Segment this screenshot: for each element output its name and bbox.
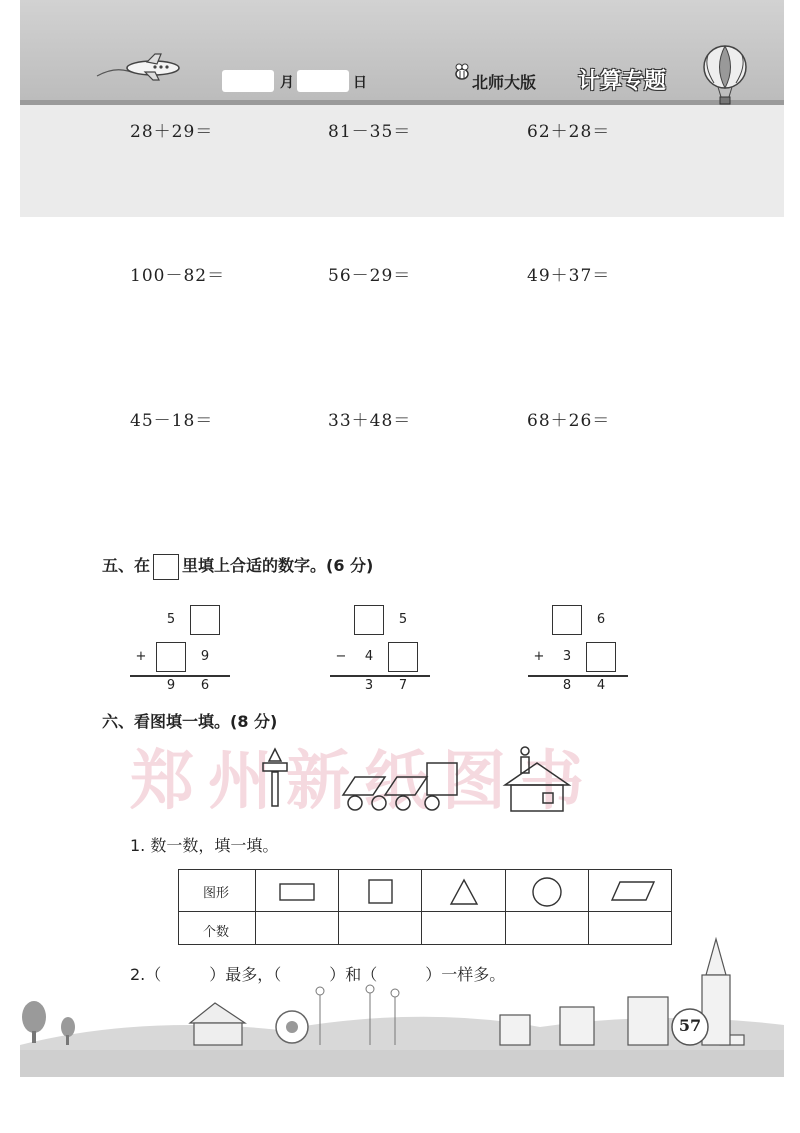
- calc-expression: 62＋28＝: [527, 122, 611, 142]
- shape-figures: [255, 745, 585, 815]
- tree-icon: [22, 1001, 46, 1043]
- digit: 9: [166, 678, 176, 693]
- row-label-count: 个数: [203, 925, 230, 940]
- digit: 4: [364, 649, 374, 664]
- calc-expression: 33＋48＝: [328, 411, 412, 431]
- shape-count-table: [178, 869, 672, 945]
- section5-title-suffix: 里填上合适的数字。(6 分): [182, 556, 374, 575]
- month-label: 月: [280, 75, 294, 91]
- operator: +: [135, 649, 147, 664]
- person-figure: [263, 749, 287, 806]
- month-input-box[interactable]: [222, 70, 274, 92]
- section5-title-prefix: 五、在: [102, 556, 151, 575]
- vertical-calc-1: [130, 605, 230, 697]
- calc-expression: 45－18＝: [130, 411, 214, 431]
- digit: 5: [166, 612, 176, 627]
- page-number: 57: [678, 1016, 702, 1035]
- day-input-box[interactable]: [297, 70, 349, 92]
- operator: +: [533, 649, 545, 664]
- day-label: 日: [353, 75, 367, 91]
- house-figure: [505, 747, 569, 811]
- digit: 7: [398, 678, 408, 693]
- digit: 8: [562, 678, 572, 693]
- hot-air-balloon-icon: [700, 45, 750, 107]
- flower-icon: [276, 1011, 308, 1043]
- watermark-text: 郑州新纸图书: [130, 745, 598, 819]
- calc-expression: 56－29＝: [328, 266, 412, 286]
- digit: 4: [596, 678, 606, 693]
- rectangle-icon: [279, 882, 317, 902]
- airplane-icon: [95, 52, 185, 84]
- digit: 5: [398, 612, 408, 627]
- section6-title: 六、看图填一填。(8 分): [102, 712, 278, 731]
- digit: 3: [364, 678, 374, 693]
- row-label-shape: 图形: [203, 886, 230, 901]
- topic-title: 计算专题: [578, 69, 667, 94]
- train-figure: [343, 763, 457, 810]
- example-blank-box: [153, 554, 179, 580]
- calc-expression: 68＋26＝: [527, 411, 611, 431]
- school-house-icon: [190, 1003, 245, 1045]
- footer-scenery: [20, 935, 784, 1050]
- square-icon: [368, 879, 394, 905]
- digit: 3: [562, 649, 572, 664]
- digit: 6: [200, 678, 210, 693]
- calc-expression: 28＋29＝: [130, 122, 214, 142]
- vertical-calc-3: [528, 605, 628, 697]
- answer-box[interactable]: [586, 642, 616, 672]
- answer-box[interactable]: [552, 605, 582, 635]
- answer-box[interactable]: [354, 605, 384, 635]
- answer-box[interactable]: [388, 642, 418, 672]
- section5-title: [102, 553, 373, 580]
- parallelogram-icon: [610, 880, 656, 902]
- answer-box[interactable]: [190, 605, 220, 635]
- calc-expression: 49＋37＝: [527, 266, 611, 286]
- answer-box[interactable]: [156, 642, 186, 672]
- question-1-text: 1. 数一数，填一填。: [130, 836, 279, 855]
- vertical-calc-2: [330, 605, 430, 697]
- digit: 9: [200, 649, 210, 664]
- bee-icon: [452, 62, 472, 82]
- calc-expression: 81－35＝: [328, 122, 412, 142]
- circle-icon: [531, 876, 563, 908]
- question-2-text: 2.（ ）最多，（ ）和（ ）一样多。: [130, 965, 506, 984]
- edition-label: 北师大版: [472, 73, 537, 92]
- triangle-icon: [449, 878, 479, 906]
- calc-expression: 100－82＝: [130, 266, 226, 286]
- digit: 6: [596, 612, 606, 627]
- operator: −: [335, 649, 347, 664]
